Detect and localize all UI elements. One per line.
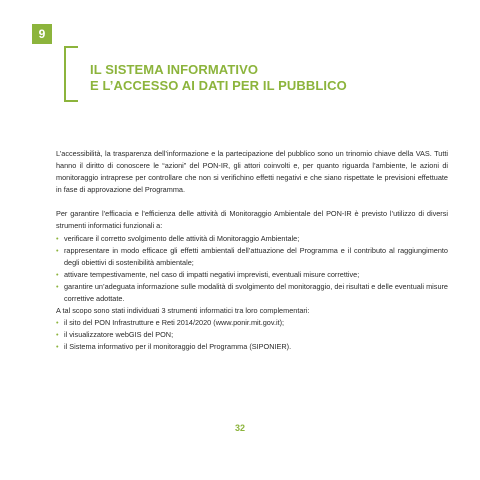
page-number: 32 bbox=[234, 423, 245, 433]
list-item: • il sito del PON Infrastrutture e Reti 2014/2020 (www.ponir.mit.gov.it); bbox=[56, 317, 448, 329]
list-item: • il visualizzatore webGIS del PON; bbox=[56, 329, 448, 341]
list-item: • garantire un’adeguata informazione sulle modalità di svolgimento del monitoraggio, dei risultati e delle eventuali misure correttive adottate. bbox=[56, 281, 448, 305]
paragraph-tools: Per garantire l’efficacia e l’efficienza delle attività di Monitoraggio Ambientale del PON-IR è previsto l’utilizzo di diversi strumenti informatici funzionali a: bbox=[56, 209, 448, 231]
paragraph-intro: L’accessibilità, la trasparenza dell’informazione e la partecipazione del pubblico sono un trinomio chiave della VAS. Tutti hanno il diritto di conoscere le “azioni” del PON-IR, gli attori coinvolti e, per quanto riguarda l’ambiente, le azioni di monitoraggio intraprese per controllare che non si verifichino effetti negativi e che siano rispettate le previsioni effettuate in fase di approvazione del Programma. bbox=[56, 149, 448, 195]
title-bracket-decoration bbox=[64, 46, 78, 102]
chapter-number-badge: 9 bbox=[32, 24, 52, 44]
section-title-line1: IL SISTEMA INFORMATIVO bbox=[90, 62, 259, 77]
section-title-line2: E L’ACCESSO AI DATI PER IL PUBBLICO bbox=[90, 78, 347, 93]
list-item: • il Sistema informativo per il monitoraggio del Programma (SIPONIER). bbox=[56, 341, 448, 353]
list-item: • attivare tempestivamente, nel caso di impatti negativi imprevisti, eventuali misure correttive; bbox=[56, 269, 448, 281]
paragraph-instruments: A tal scopo sono stati individuati 3 strumenti informatici tra loro complementari: bbox=[56, 306, 310, 316]
list-item: • verificare il corretto svolgimento delle attività di Monitoraggio Ambientale; bbox=[56, 233, 448, 245]
section-title bbox=[90, 62, 347, 94]
body-text bbox=[56, 148, 448, 354]
list-item: • rappresentare in modo efficace gli effetti ambientali dell’attuazione del Programma e il contributo al raggiungimento degli obiettivi di sostenibilità ambientale; bbox=[56, 245, 448, 269]
